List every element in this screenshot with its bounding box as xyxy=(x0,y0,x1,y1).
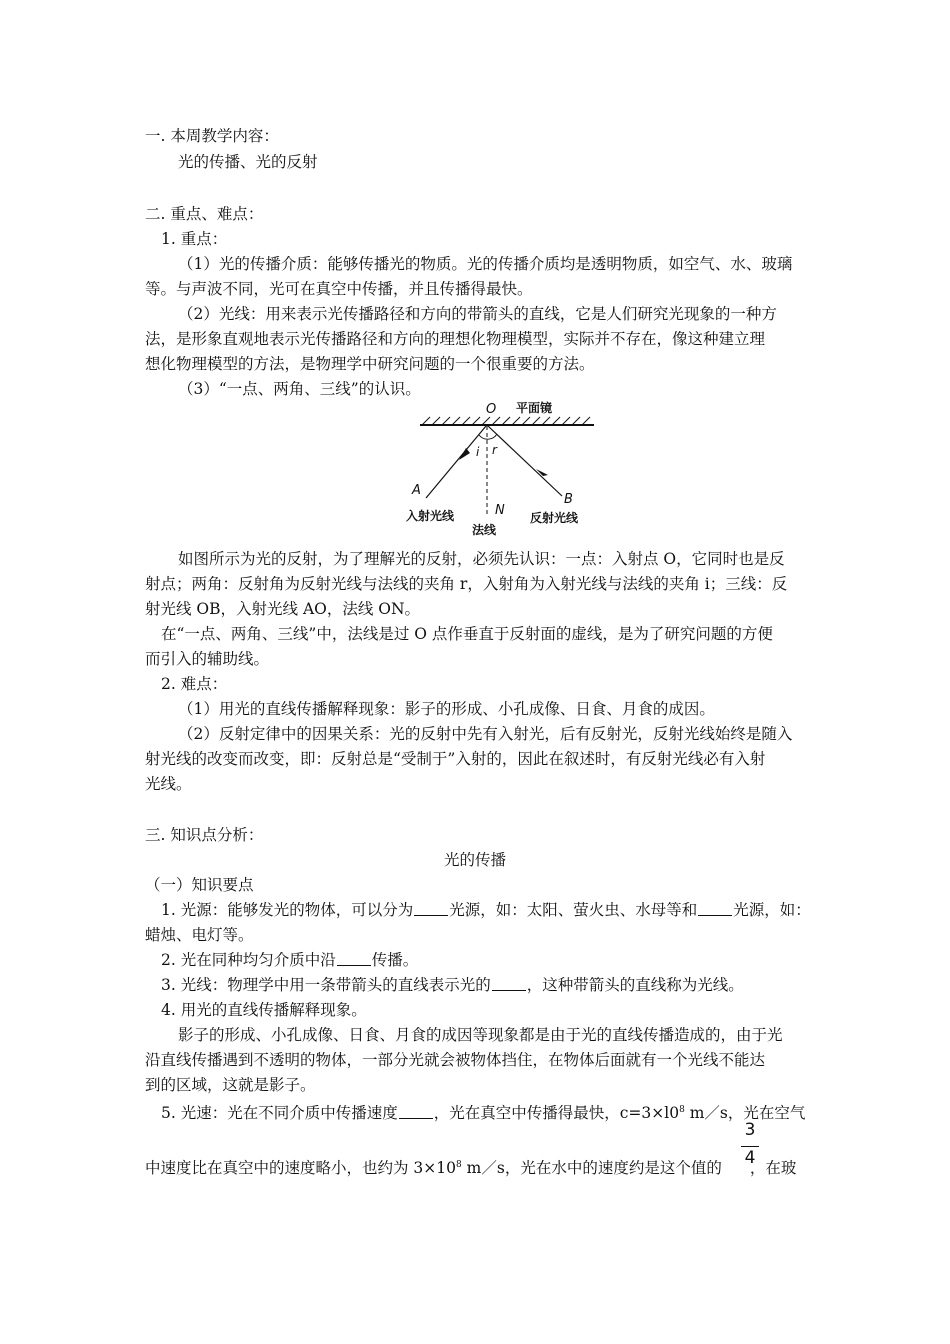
point-b-label: B xyxy=(564,492,573,507)
paragraph-line: （3）“一点、两角、三线”的认识。 xyxy=(178,380,421,398)
paragraph-line: 在“一点、两角、三线”中，法线是过 O 点作垂直于反射面的虚线，是为了研究问题的方便 xyxy=(161,625,773,643)
paragraph-line: 而引入的辅助线。 xyxy=(145,650,270,668)
text-run: 光源，如：太阳、萤火虫、水母等和 xyxy=(449,901,698,919)
reflected-ray-label: 反射光线 xyxy=(530,511,579,525)
text-run: 光源，如： xyxy=(733,901,811,919)
text-run: 传播。 xyxy=(371,951,419,969)
text-run: ，在玻 xyxy=(749,1159,797,1177)
paragraph-line: 沿直线传播遇到不透明的物体，一部分光就会被物体挡住，在物体后面就有一个光线不能达 xyxy=(145,1051,766,1069)
section3-title: 光的传播 xyxy=(443,851,506,869)
incident-ray xyxy=(426,426,486,498)
item-explain: 4. 用光的直线传播解释现象。 xyxy=(161,1001,367,1019)
paragraph-line: （1）光的传播介质：能够传播光的物质。光的传播介质均是透明物质，如空气、水、玻璃 xyxy=(178,255,793,273)
paragraph-line: （1）用光的直线传播解释现象：影子的形成、小孔成像、日食、月食的成因。 xyxy=(178,700,715,718)
angle-i-label: i xyxy=(476,445,480,459)
paragraph-line: 蜡烛、电灯等。 xyxy=(145,926,254,944)
section1-heading: 一. 本周教学内容： xyxy=(145,127,279,145)
difficulties-label: 2. 难点： xyxy=(161,675,228,693)
paragraph-line: （2）光线：用来表示光传播路径和方向的带箭头的直线，它是人们研究光现象的一种方 xyxy=(178,305,777,323)
section1-topic: 光的传播、光的反射 xyxy=(178,153,318,171)
paragraph-line: 射光线 OB，入射光线 AO，法线 ON。 xyxy=(145,600,421,618)
fraction-denominator: 4 xyxy=(744,1148,756,1168)
key-points-label: 1. 重点： xyxy=(161,230,228,248)
paragraph-line: 如图所示为光的反射，为了理解光的反射，必须先认识：一点：入射点 O，它同时也是反 xyxy=(178,550,785,568)
point-a-label: A xyxy=(412,483,421,498)
paragraph-line: 射点；两角：反射角为反射光线与法线的夹角 r，入射角为入射光线与法线的夹角 i；三线：反 xyxy=(145,575,788,593)
mirror-hatching xyxy=(422,417,590,425)
angle-arc xyxy=(479,434,497,439)
item-straight-line xyxy=(161,948,418,972)
reflected-ray xyxy=(488,426,562,496)
fill-blank[interactable] xyxy=(337,951,371,966)
mirror-label: 平面镜 xyxy=(516,401,553,415)
point-o-label: O xyxy=(486,402,497,417)
text-run: 中速度比在真空中的速度略小，也约为 3×10 xyxy=(145,1159,457,1177)
text-run: 3. 光线：物理学中用一条带箭头的直线表示光的 xyxy=(161,976,491,994)
paragraph-line: 光线。 xyxy=(145,775,192,793)
fill-blank[interactable] xyxy=(414,901,448,916)
item-light-speed xyxy=(161,1098,805,1125)
fraction-numerator: 3 xyxy=(744,1120,756,1140)
reflection-diagram xyxy=(406,398,602,538)
knowledge-subheading: （一）知识要点 xyxy=(145,876,254,894)
paragraph-line xyxy=(145,1153,796,1180)
fill-blank[interactable] xyxy=(698,901,732,916)
text-run: m／s，光在空气 xyxy=(684,1104,806,1122)
fraction-bar xyxy=(741,1146,759,1147)
paragraph-line: 想化物理模型的方法，是物理学中研究问题的一个很重要的方法。 xyxy=(145,355,595,373)
paragraph-line: 法，是形象直观地表示光传播路径和方向的理想化物理模型，实际并不存在，像这种建立理 xyxy=(145,330,766,348)
point-n-label: N xyxy=(495,503,505,518)
text-run: 5. 光速：光在不同介质中传播速度 xyxy=(161,1104,398,1122)
fill-blank[interactable] xyxy=(399,1104,433,1119)
section2-heading: 二. 重点、难点： xyxy=(145,205,264,223)
text-run: ，这种带箭头的直线称为光线。 xyxy=(526,976,744,994)
incident-ray-label: 入射光线 xyxy=(406,509,455,523)
text-run: 1. 光源：能够发光的物体，可以分为 xyxy=(161,901,414,919)
section3-heading: 三. 知识点分析： xyxy=(145,826,264,844)
paragraph-line: 等。与声波不同，光可在真空中传播，并且传播得最快。 xyxy=(145,280,533,298)
incident-arrow-icon xyxy=(459,448,470,460)
exponent: 8 xyxy=(456,1160,462,1170)
exponent: 8 xyxy=(679,1105,685,1115)
text-run: 2. 光在同种均匀介质中沿 xyxy=(161,951,336,969)
angle-r-label: r xyxy=(492,443,497,457)
text-run: m／s，光在水中的速度约是这个值的 xyxy=(461,1159,722,1177)
paragraph-line: （2）反射定律中的因果关系：光的反射中先有入射光，后有反射光，反射光线始终是随入 xyxy=(178,725,793,743)
fill-blank[interactable] xyxy=(492,976,526,991)
paragraph-line: 射光线的改变而改变，即：反射总是“受制于”入射的，因此在叙述时，有反射光线必有入射 xyxy=(145,750,766,768)
item-light-ray xyxy=(161,973,744,997)
paragraph-line: 到的区域，这就是影子。 xyxy=(145,1076,316,1094)
paragraph-line: 影子的形成、小孔成像、日食、月食的成因等现象都是由于光的直线传播造成的，由于光 xyxy=(178,1026,783,1044)
normal-label: 法线 xyxy=(472,523,497,537)
text-run: ，光在真空中传播得最快，c=3×l0 xyxy=(433,1104,680,1122)
item-light-source xyxy=(161,898,811,922)
